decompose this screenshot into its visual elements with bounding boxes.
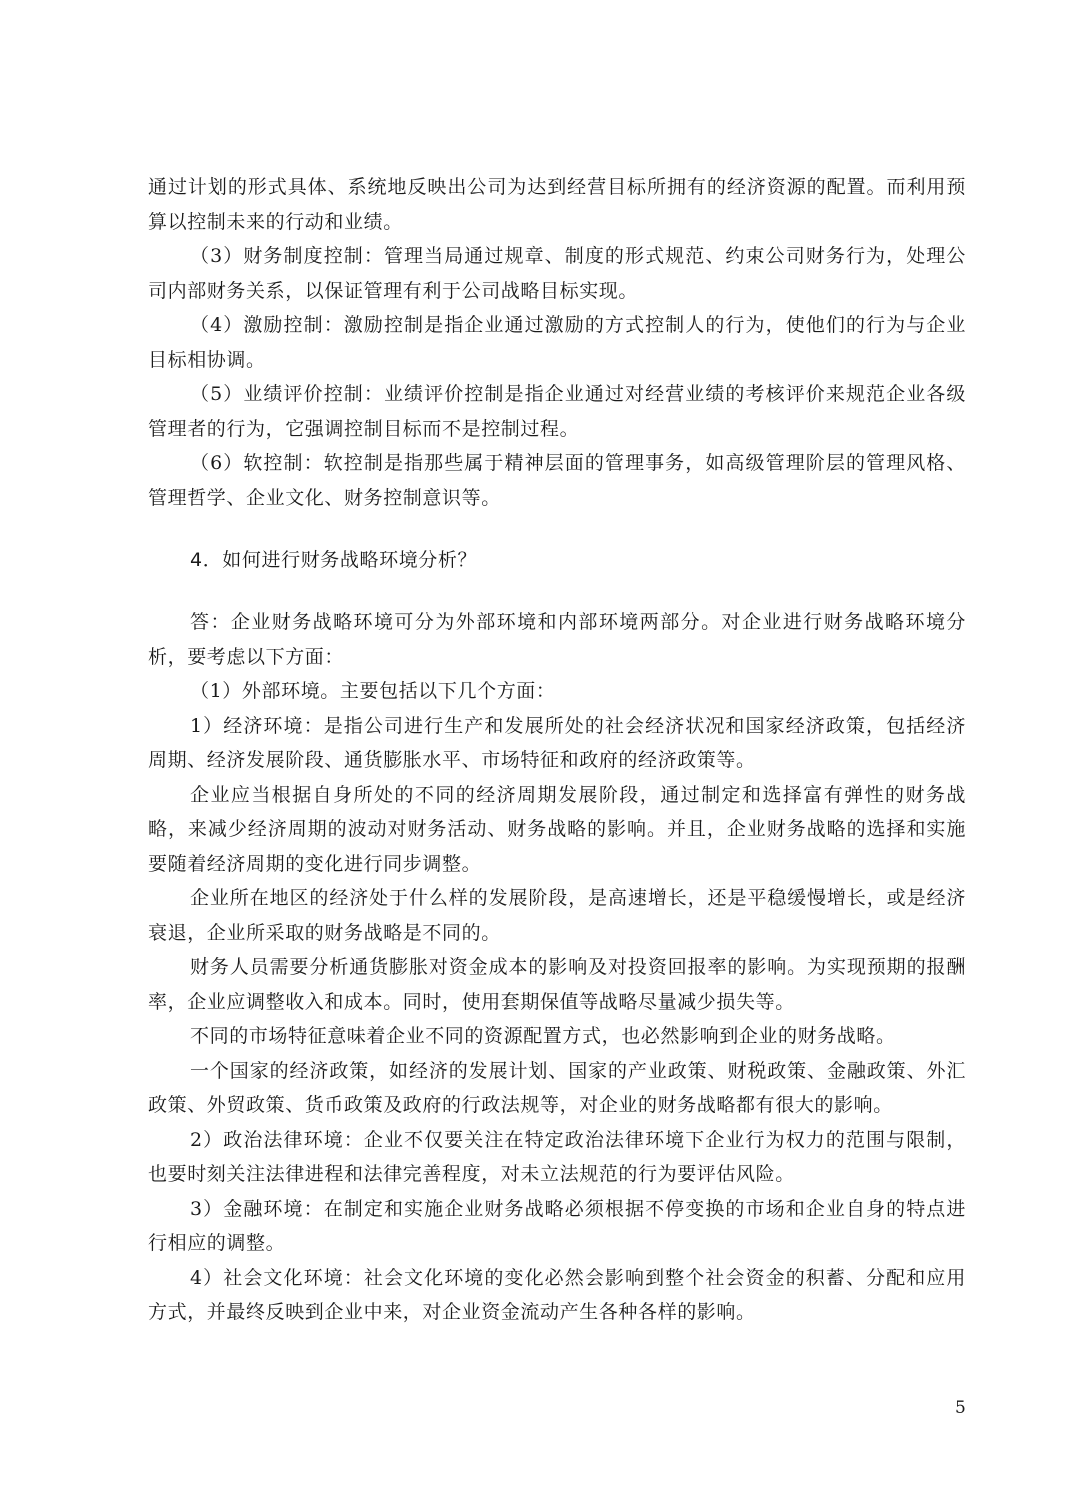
paragraph-financial-environment: 3）金融环境：在制定和实施企业财务战略必须根据不停变换的市场和企业自身的特点进行相应的调整。 [148, 1197, 966, 1254]
spacer [148, 515, 966, 543]
paragraph-inflation: 财务人员需要分析通货膨胀对资金成本的影响及对投资回报率的影响。为实现预期的报酬率，企业应调整收入和成本。同时，使用套期保值等战略尽量减少损失等。 [148, 956, 966, 1013]
paragraph-incentive-control: （4）激励控制：激励控制是指企业通过激励的方式控制人的行为，使他们的行为与企业目标相协调。 [148, 314, 966, 371]
paragraph-financial-system-control: （3）财务制度控制：管理当局通过规章、制度的形式规范、约束公司财务行为，处理公司内部财务关系，以保证管理有利于公司战略目标实现。 [148, 245, 966, 302]
page-number: 5 [955, 1398, 966, 1418]
paragraph-economic-environment: 1）经济环境：是指公司进行生产和发展所处的社会经济状况和国家经济政策，包括经济周期、经济发展阶段、通货膨胀水平、市场特征和政府的经济政策等。 [148, 714, 966, 771]
paragraph-political-legal-environment: 2）政治法律环境：企业不仅要关注在特定政治法律环境下企业行为权力的范围与限制，也要时刻关注法律进程和法律完善程度，对未立法规范的行为要评估风险。 [148, 1128, 966, 1185]
paragraph-economic-cycle: 企业应当根据自身所处的不同的经济周期发展阶段，通过制定和选择富有弹性的财务战略，来减少经济周期的波动对财务活动、财务战略的影响。并且，企业财务战略的选择和实施要随着经济周期的变化进行同步调整。 [148, 783, 966, 875]
paragraph-economic-policy: 一个国家的经济政策，如经济的发展计划、国家的产业政策、财税政策、金融政策、外汇政策、外贸政策、货币政策及政府的行政法规等，对企业的财务战略都有很大的影响。 [148, 1059, 966, 1116]
paragraph-continuation: 通过计划的形式具体、系统地反映出公司为达到经营目标所拥有的经济资源的配置。而利用预算以控制未来的行动和业绩。 [148, 176, 966, 233]
paragraph-social-cultural-environment: 4）社会文化环境：社会文化环境的变化必然会影响到整个社会资金的积蓄、分配和应用方式，并最终反映到企业中来，对企业资金流动产生各种各样的影响。 [148, 1266, 966, 1323]
document-body [148, 170, 966, 1330]
spacer [148, 577, 966, 605]
paragraph-market-features: 不同的市场特征意味着企业不同的资源配置方式，也必然影响到企业的财务战略。 [190, 1025, 896, 1047]
paragraph-performance-evaluation-control: （5）业绩评价控制：业绩评价控制是指企业通过对经营业绩的考核评价来规范企业各级管理者的行为，它强调控制目标而不是控制过程。 [148, 383, 966, 440]
question-heading: 4．如何进行财务战略环境分析？ [190, 549, 478, 571]
paragraph-development-stage: 企业所在地区的经济处于什么样的发展阶段，是高速增长，还是平稳缓慢增长，或是经济衰退，企业所采取的财务战略是不同的。 [148, 887, 966, 944]
paragraph-external-environment: （1）外部环境。主要包括以下几个方面： [190, 680, 556, 702]
answer-intro: 答：企业财务战略环境可分为外部环境和内部环境两部分。对企业进行财务战略环境分析，要考虑以下方面： [148, 611, 966, 668]
paragraph-soft-control: （6）软控制：软控制是指那些属于精神层面的管理事务，如高级管理阶层的管理风格、管理哲学、企业文化、财务控制意识等。 [148, 452, 966, 509]
